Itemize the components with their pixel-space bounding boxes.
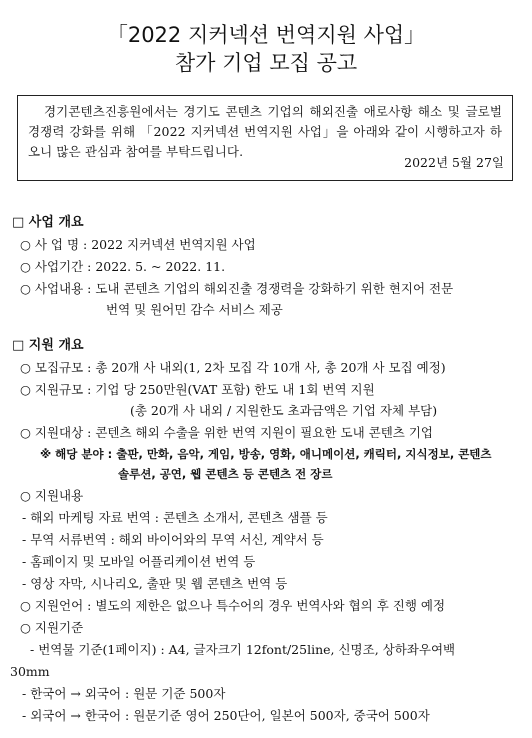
overview-project-name: ○ 사 업 명 : 2022 지커넥션 번역지원 사업 (20, 237, 256, 252)
support-detail-2: - 무역 서류번역 : 해외 바이어와의 무역 서신, 계약서 등 (22, 532, 324, 547)
support-criteria-heading: ○ 지원기준 (20, 620, 84, 635)
support-language: ○ 지원언어 : 별도의 제한은 없으나 특수어의 경우 번역사와 협의 후 진행 예정 (20, 598, 446, 613)
support-target: ○ 지원대상 : 콘텐츠 해외 수출을 위한 번역 지원이 필요한 도내 콘텐츠 기업 (20, 425, 433, 440)
support-scale: ○ 모집규모 : 총 20개 사 내외(1, 2차 모집 각 10개 사, 총 20개 사 모집 예정) (20, 360, 446, 375)
support-criteria-1-cont: 30mm (10, 664, 50, 679)
support-detail-4: - 영상 자막, 시나리오, 출판 및 웹 콘텐츠 번역 등 (22, 576, 288, 591)
support-field-line2: 솔루션, 공연, 웹 콘텐츠 등 콘텐츠 전 장르 (118, 467, 333, 481)
section-heading-support: □ 지원 개요 (12, 338, 84, 353)
overview-content-line1: ○ 사업내용 : 도내 콘텐츠 기업의 해외진출 경쟁력을 강화하기 위한 현지어 전문 (20, 281, 454, 296)
section-heading-overview: □ 사업 개요 (12, 215, 84, 230)
support-amount-line2: (총 20개 사 내외 / 지원한도 초과금액은 기업 자체 부담) (130, 403, 438, 418)
support-detail-3: - 홈페이지 및 모바일 어플리케이션 번역 등 (22, 554, 256, 569)
notice-date: 2022년 5월 27일 (404, 155, 504, 170)
notice-box (17, 95, 513, 181)
document-title-line1: 「2022 지커넥션 번역지원 사업」 (106, 23, 426, 47)
notice-body: 경기콘텐츠진흥원에서는 경기도 콘텐츠 기업의 해외진출 애로사항 해소 및 글로벌 경쟁력 강화를 위해 「2022 지커넥션 번역지원 사업」을 아래와 같이 시행하고자 하오니 많은 관심과 참여를 부탁드립니다. (28, 104, 502, 159)
document-title-line2: 참가 기업 모집 공고 (174, 51, 358, 75)
support-criteria-2: - 한국어 → 외국어 : 원문 기준 500자 (22, 686, 226, 701)
support-amount-line1: ○ 지원규모 : 기업 당 250만원(VAT 포함) 한도 내 1회 번역 지원 (20, 382, 375, 397)
overview-period: ○ 사업기간 : 2022. 5. ~ 2022. 11. (20, 259, 226, 274)
support-details-heading: ○ 지원내용 (20, 488, 84, 503)
support-field-line1: ※ 해당 분야 : 출판, 만화, 음악, 게임, 방송, 영화, 애니메이션, 캐릭터, 지식정보, 콘텐츠 (40, 447, 492, 461)
support-detail-1: - 해외 마케팅 자료 번역 : 콘텐츠 소개서, 콘텐츠 샘플 등 (22, 510, 328, 525)
support-criteria-1: - 번역물 기준(1페이지) : A4, 글자크기 12font/25line, 신명조, 상하좌우여백 (30, 642, 456, 657)
overview-content-line2: 번역 및 원어민 감수 서비스 제공 (106, 302, 283, 317)
support-criteria-3: - 외국어 → 한국어 : 원문기준 영어 250단어, 일본어 500자, 중국어 500자 (22, 708, 430, 723)
